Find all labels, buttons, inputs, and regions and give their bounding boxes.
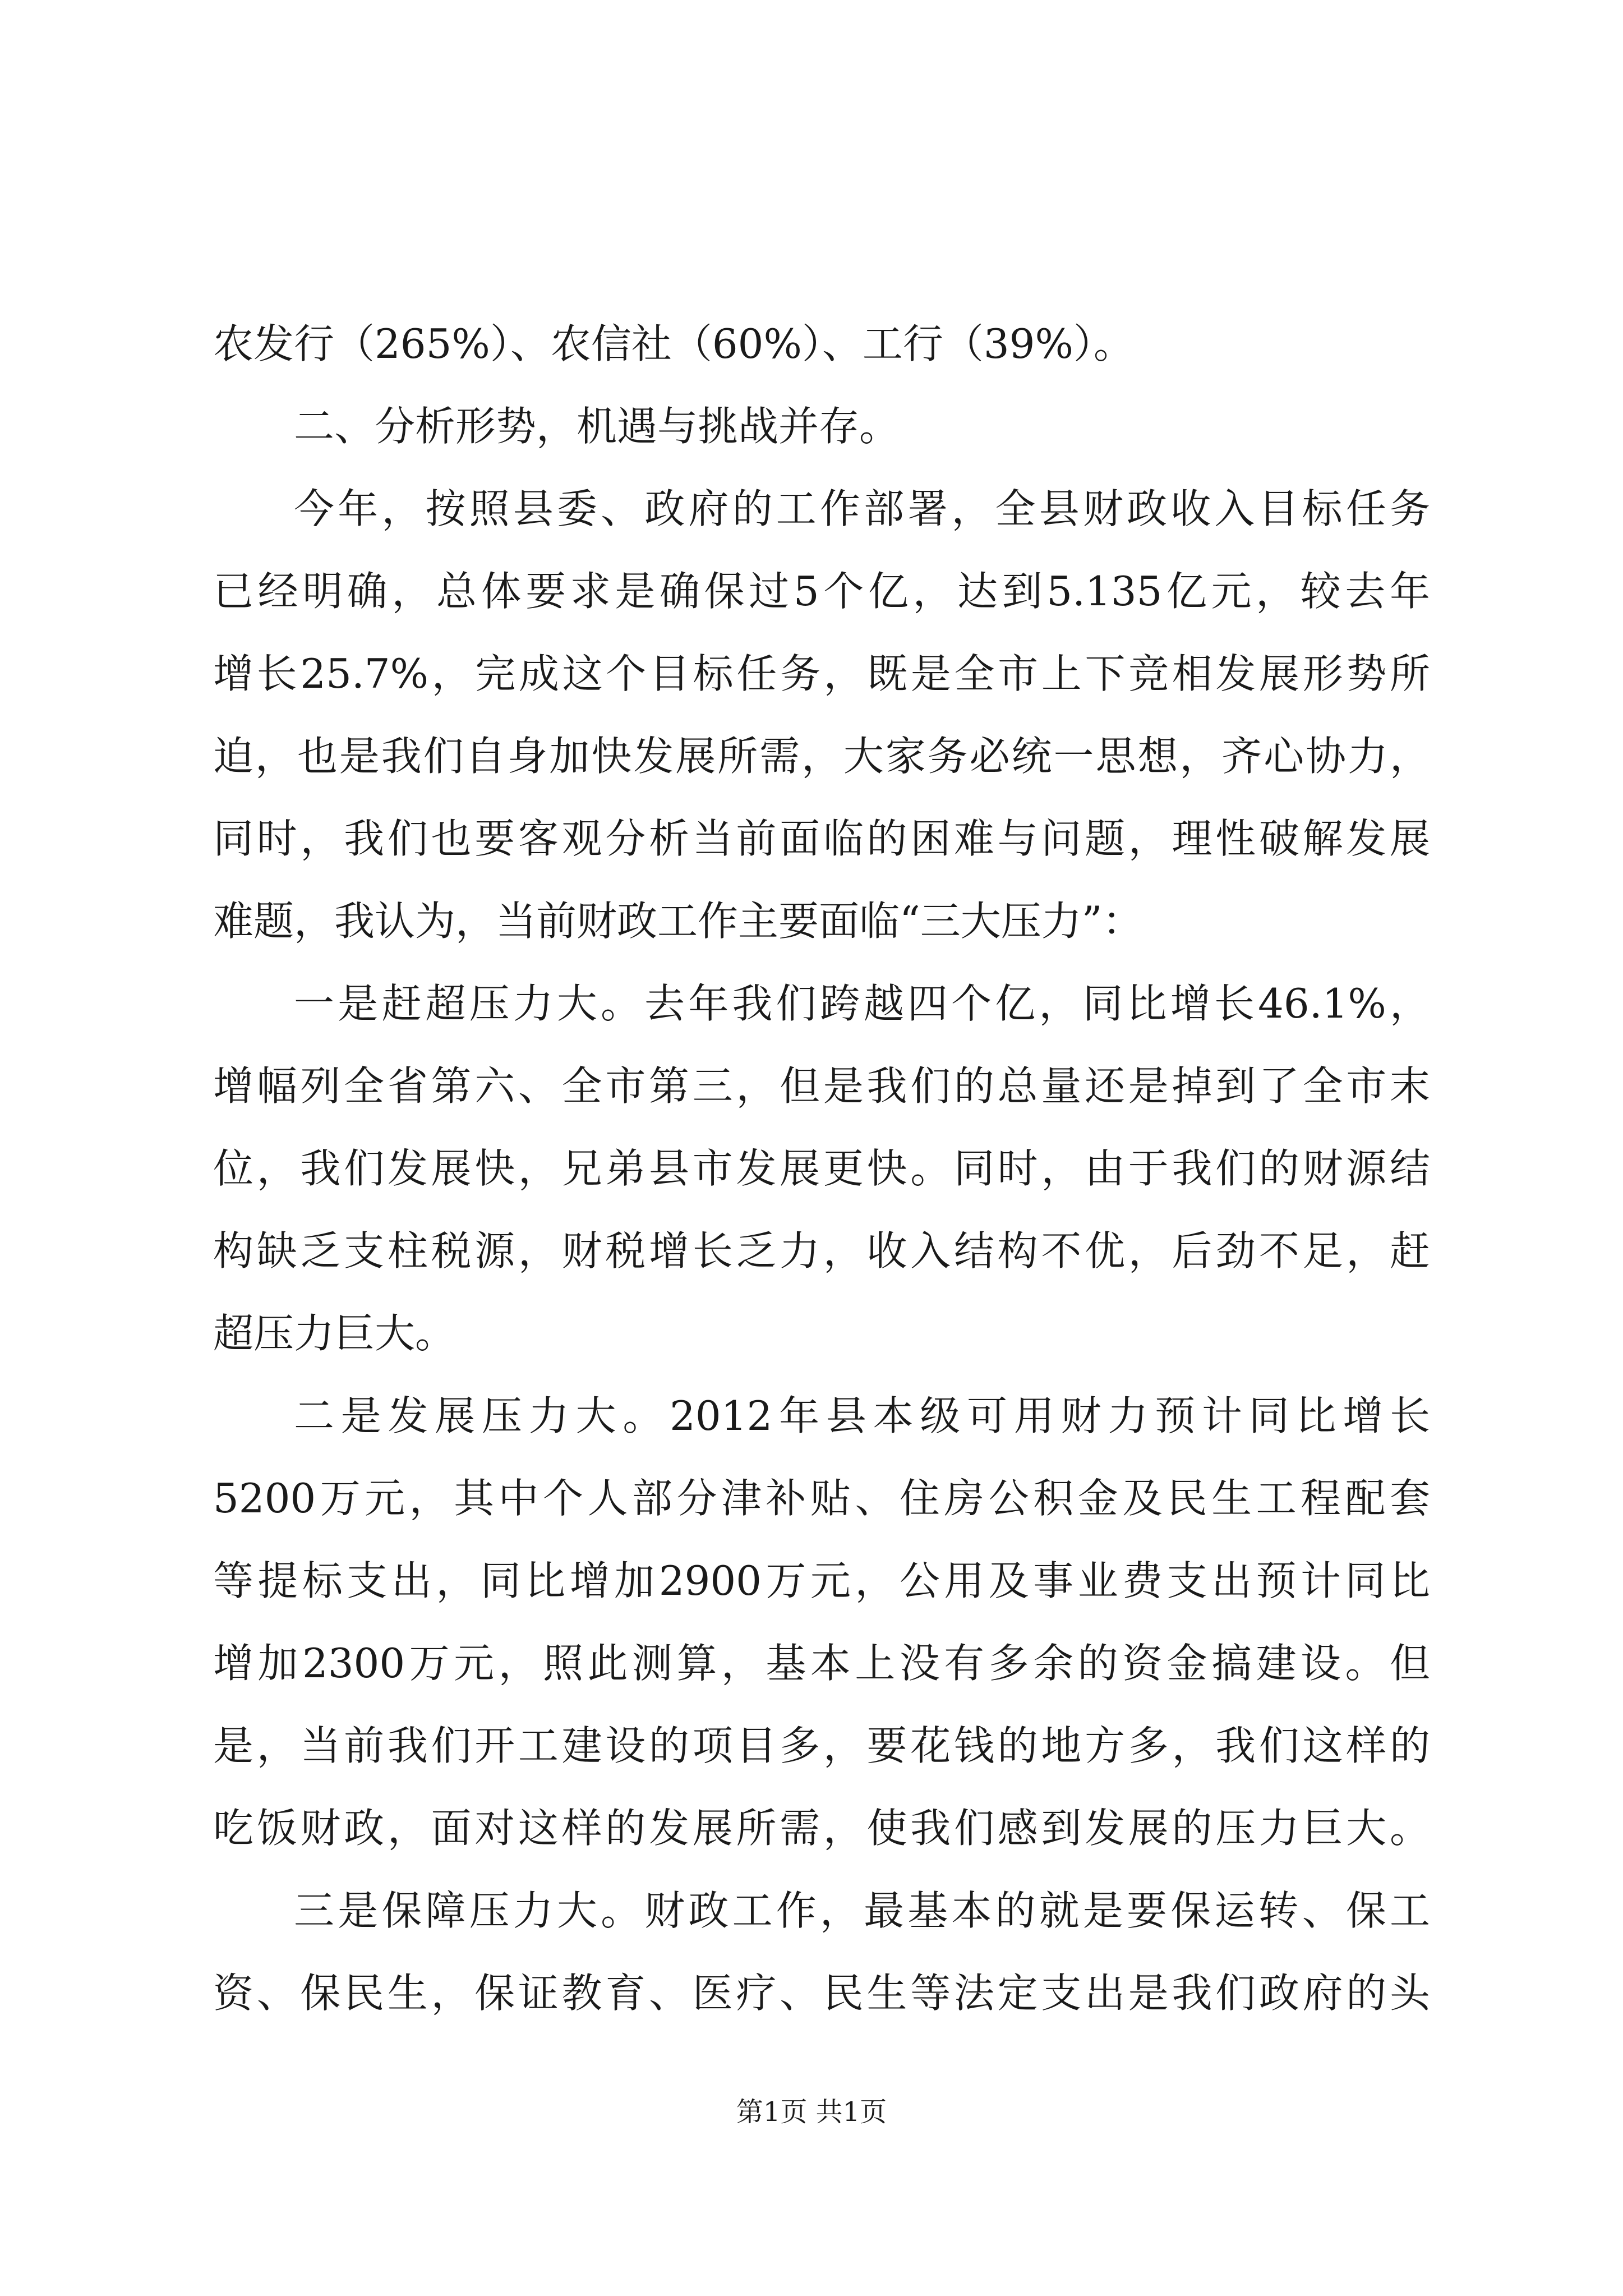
text-line: 5200万元，其中个人部分津补贴、住房公积金及民生工程配套 [213, 1475, 1430, 1522]
text-line: 超压力巨大。 [213, 1310, 456, 1357]
text-line: 增加2300万元，照此测算，基本上没有多余的资金搞建设。但 [213, 1640, 1430, 1687]
text-line: 已经明确，总体要求是确保过5个亿，达到5.135亿元，较去年 [213, 568, 1430, 615]
text-line: 构缺乏支柱税源，财税增长乏力，收入结构不优，后劲不足，赶 [213, 1227, 1430, 1274]
section-heading: 二、分析形势，机遇与挑战并存。 [294, 403, 900, 450]
text-line: 位，我们发展快，兄弟县市发展更快。同时，由于我们的财源结 [213, 1145, 1430, 1192]
page-number-footer: 第1页 共1页 [736, 2096, 887, 2128]
text-line: 迫，也是我们自身加快发展所需，大家务必统一思想，齐心协力， [213, 733, 1430, 780]
text-line: 今年，按照县委、政府的工作部署，全县财政收入目标任务 [294, 485, 1430, 532]
text-line: 资、保民生，保证教育、医疗、民生等法定支出是我们政府的头 [213, 1970, 1430, 2017]
text-line: 吃饭财政，面对这样的发展所需，使我们感到发展的压力巨大。 [213, 1805, 1430, 1852]
text-line: 同时，我们也要客观分析当前面临的困难与问题，理性破解发展 [213, 815, 1430, 862]
text-line: 三是保障压力大。财政工作，最基本的就是要保运转、保工 [294, 1887, 1430, 1934]
text-line: 是，当前我们开工建设的项目多，要花钱的地方多，我们这样的 [213, 1722, 1430, 1769]
text-line: 难题，我认为，当前财政工作主要面临“三大压力”： [213, 898, 1143, 945]
text-line: 二是发展压力大。2012年县本级可用财力预计同比增长 [294, 1392, 1430, 1439]
text-line: 农发行（265%）、农信社（60%）、工行（39%）。 [213, 320, 1134, 367]
text-line: 增幅列全省第六、全市第三，但是我们的总量还是掉到了全市末 [213, 1062, 1430, 1110]
text-line: 一是赶超压力大。去年我们跨越四个亿，同比增长46.1%， [294, 980, 1430, 1027]
body-text [213, 303, 1430, 2035]
text-line: 增长25.7%，完成这个目标任务，既是全市上下竞相发展形势所 [213, 650, 1430, 697]
text-line: 等提标支出，同比增加2900万元，公用及事业费支出预计同比 [213, 1557, 1430, 1604]
